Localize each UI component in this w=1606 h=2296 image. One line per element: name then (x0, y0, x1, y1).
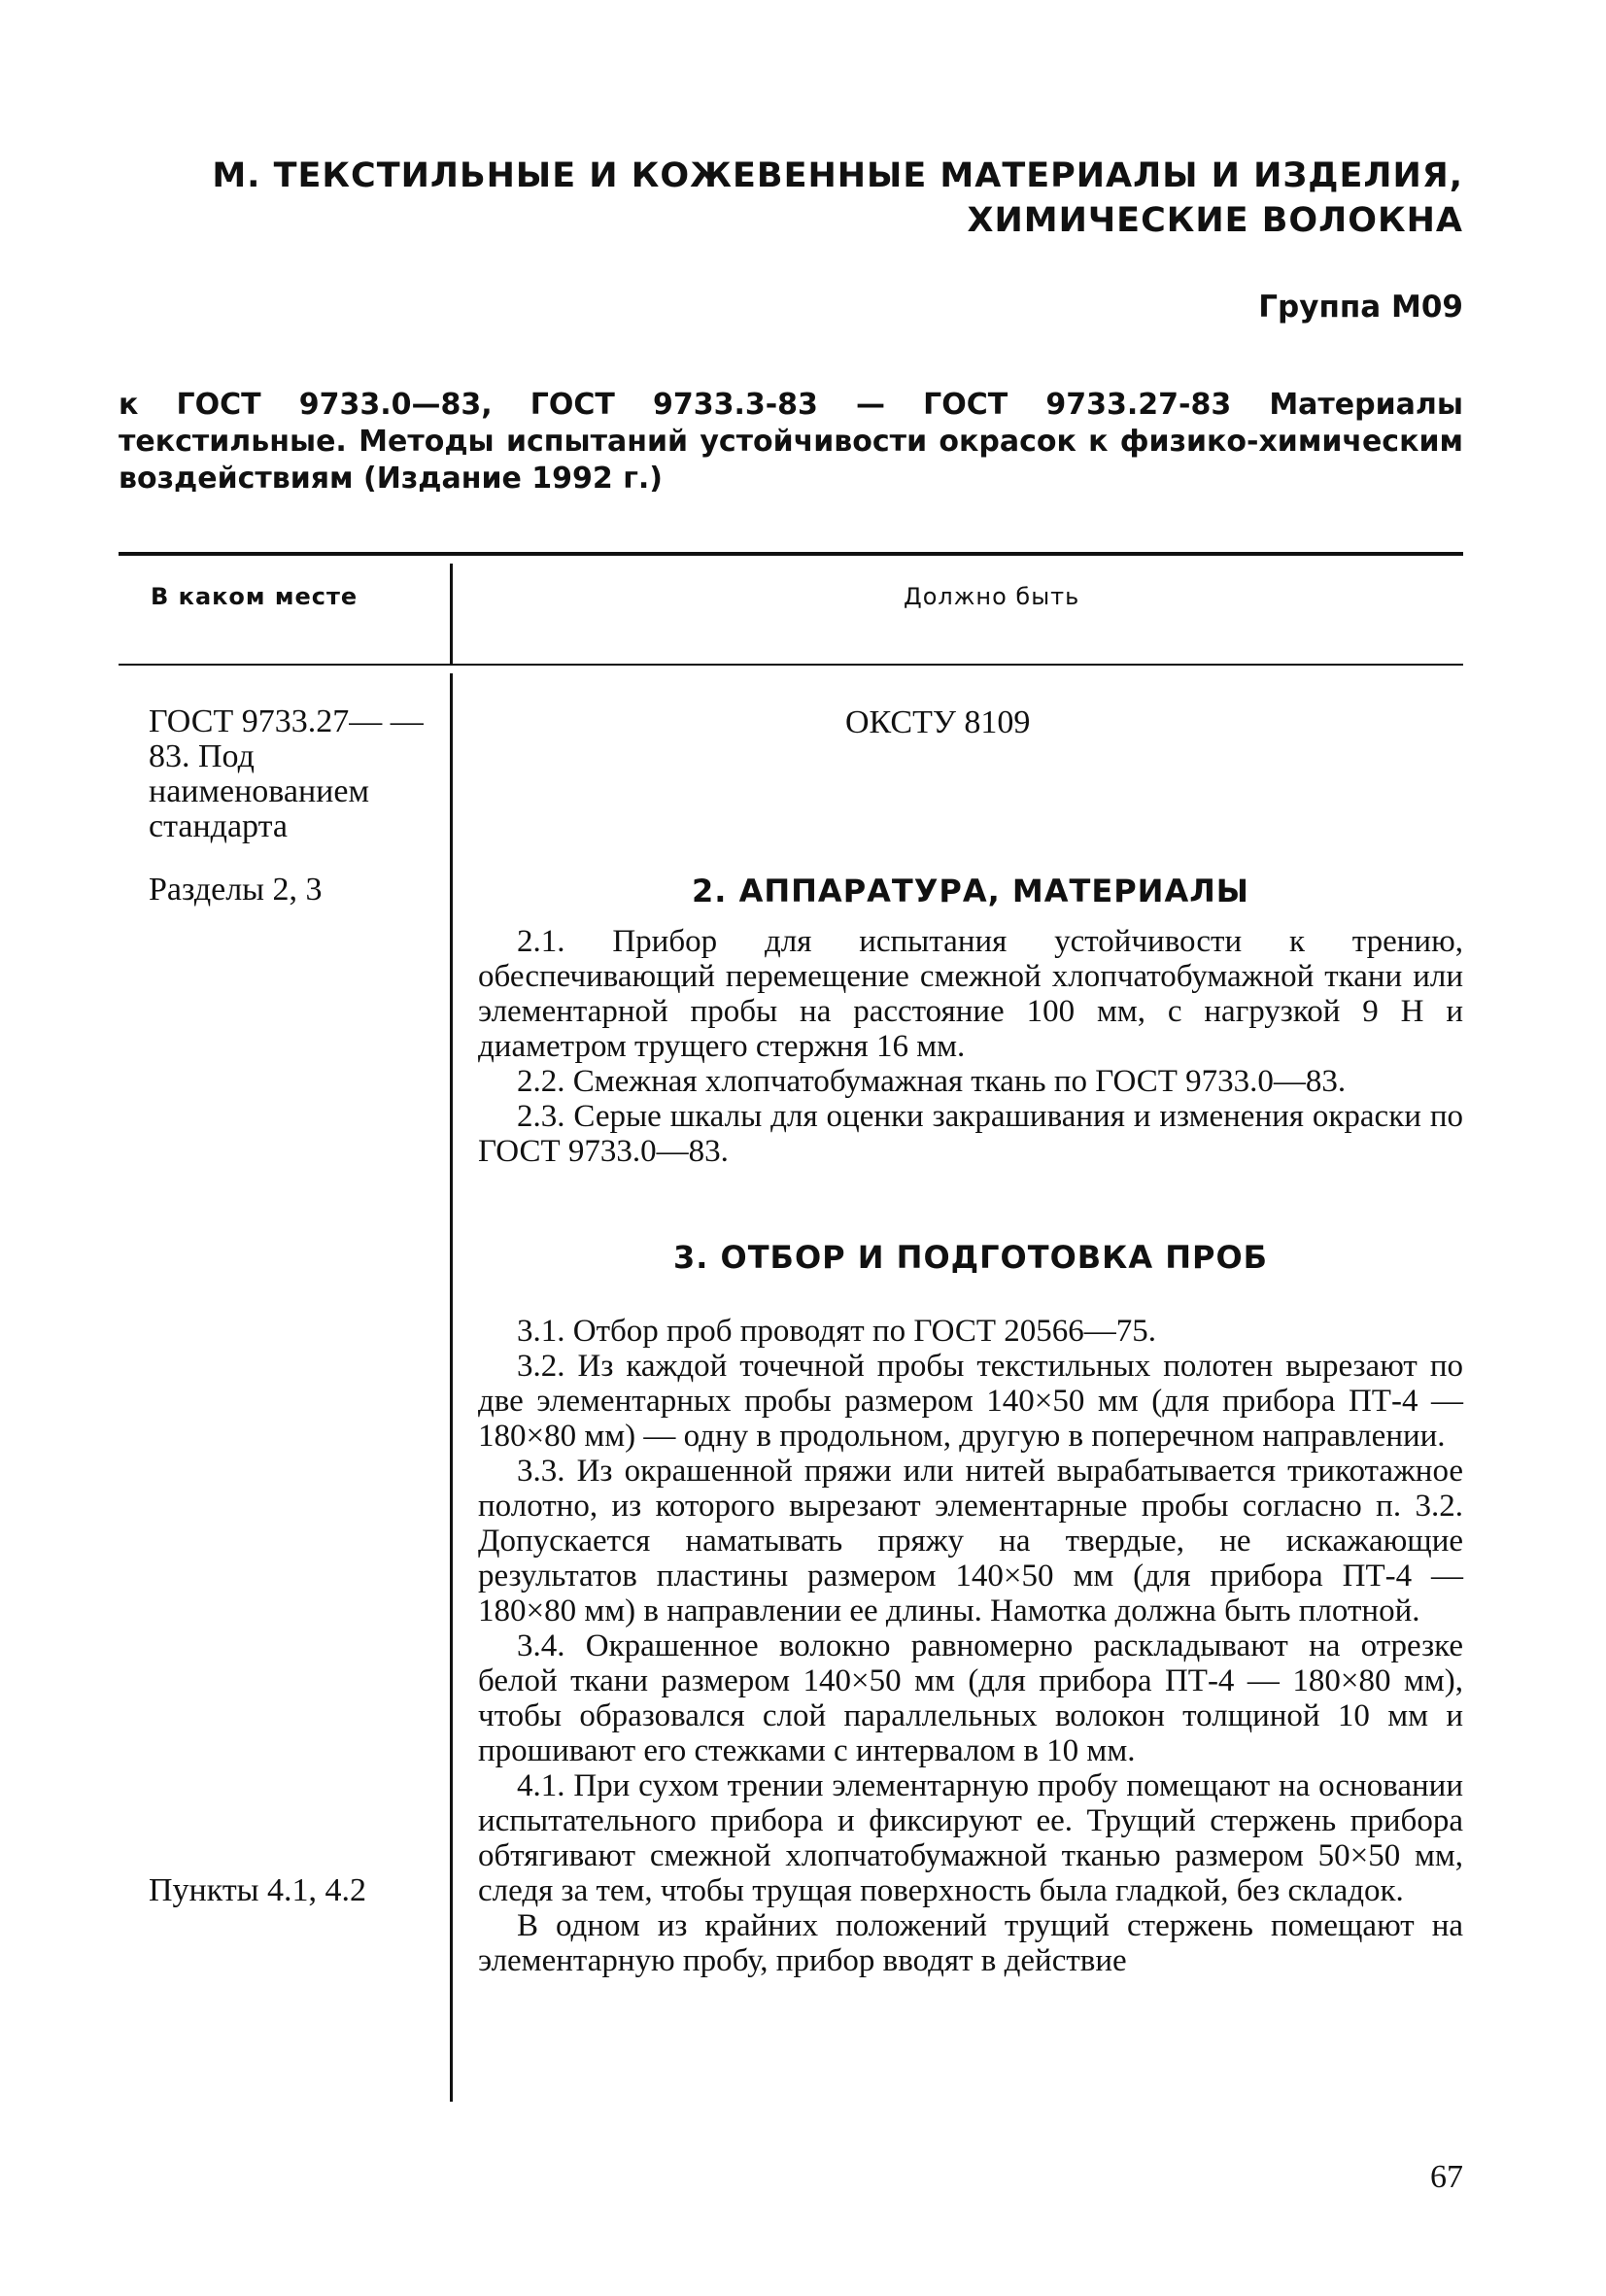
paragraph-3-1: 3.1. Отбор проб проводят по ГОСТ 20566—75. (517, 1314, 1157, 1349)
paragraph-3-4: 3.4. Окрашенное волокно равномерно раскладывают на отрезке белой ткани размером 140×50 мм (для прибора ПТ-4 — 180×80 мм), чтобы образовался слой параллельных волокон толщиной 10 мм и прошивают его стежками с интервалом в 10 мм. (478, 1628, 1463, 1768)
erratum-intro: к ГОСТ 9733.0—83, ГОСТ 9733.3-83 — ГОСТ 9733.27-83 Материалы текстильные. Методы испытаний устойчивости окрасок к физико-химическим воздействиям (Издание 1992 г.) (119, 388, 1463, 496)
paragraph-4-1: 4.1. При сухом трении элементарную пробу помещают на основании испытательного прибора и фиксируют ее. Трущий стержень прибора обтягивают смежной хлопчатобумажной тканью размером 50×50 мм, следя за тем, чтобы трущая поверхность была гладкой, без складок. (478, 1768, 1463, 1908)
location-sections: Разделы 2, 3 (149, 872, 323, 908)
header-title-line1: М. ТЕКСТИЛЬНЫЕ И КОЖЕВЕННЫЕ МАТЕРИАЛЫ И ИЗДЕЛИЯ, (212, 156, 1463, 195)
column-header-should-be: Должно быть (904, 583, 1080, 610)
section-2-title: 2. АППАРАТУРА, МАТЕРИАЛЫ (692, 873, 1249, 909)
location-points: Пункты 4.1, 4.2 (149, 1872, 367, 1908)
location-standard-name: ГОСТ 9733.27— —83. Под наименованием стандарта (149, 703, 424, 844)
section-3-body (478, 1314, 1463, 1978)
page-header (103, 154, 1463, 243)
paragraph-2-3: 2.3. Серые шкалы для оценки закрашивания и изменения окраски по ГОСТ 9733.0—83. (478, 1099, 1463, 1169)
paragraph-2-1: 2.1. Прибор для испытания устойчивости к трению, обеспечивающий перемещение смежной хлопчатобумажной ткани или элементарной пробы на расстояние 100 мм, с нагрузкой 9 Н и диаметром трущего стержня 16 мм. (478, 924, 1463, 1064)
section-3-title: 3. ОТБОР И ПОДГОТОВКА ПРОБ (672, 1239, 1269, 1276)
table-header-divider (450, 564, 453, 664)
page-number: 67 (1430, 2159, 1463, 2195)
section-2-body (478, 924, 1463, 1169)
paragraph-3-3: 3.3. Из окрашенной пряжи или нитей вырабатывается трикотажное полотно, из которого вырезают элементарные пробы согласно п. 3.2. Допускается наматывать пряжу на твердые, не искажающие результатов пластины размером 140×50 мм (для прибора ПТ-4 — 180×80 мм) в направлении ее длины. Намотка должна быть плотной. (478, 1454, 1463, 1628)
group-label: Группа М09 (1258, 290, 1463, 325)
table-column-divider (450, 673, 453, 2102)
okstu-code: ОКСТУ 8109 (845, 704, 1031, 740)
header-title-line2: ХИМИЧЕСКИЕ ВОЛОКНА (967, 201, 1463, 240)
column-header-location: В каком месте (151, 583, 359, 610)
table-top-rule (119, 552, 1463, 556)
paragraph-3-2: 3.2. Из каждой точечной пробы текстильных полотен вырезают по две элементарных пробы размером 140×50 мм (для прибора ПТ-4 — 180×80 мм) — одну в продольном, другую в поперечном направлении. (478, 1349, 1463, 1454)
paragraph-2-2: 2.2. Смежная хлопчатобумажная ткань по ГОСТ 9733.0—83. (517, 1064, 1347, 1099)
paragraph-4-1-cont: В одном из крайних положений трущий стержень помещают на элементарную пробу, прибор вводят в действие (478, 1908, 1463, 1978)
table-header-rule (119, 664, 1463, 666)
